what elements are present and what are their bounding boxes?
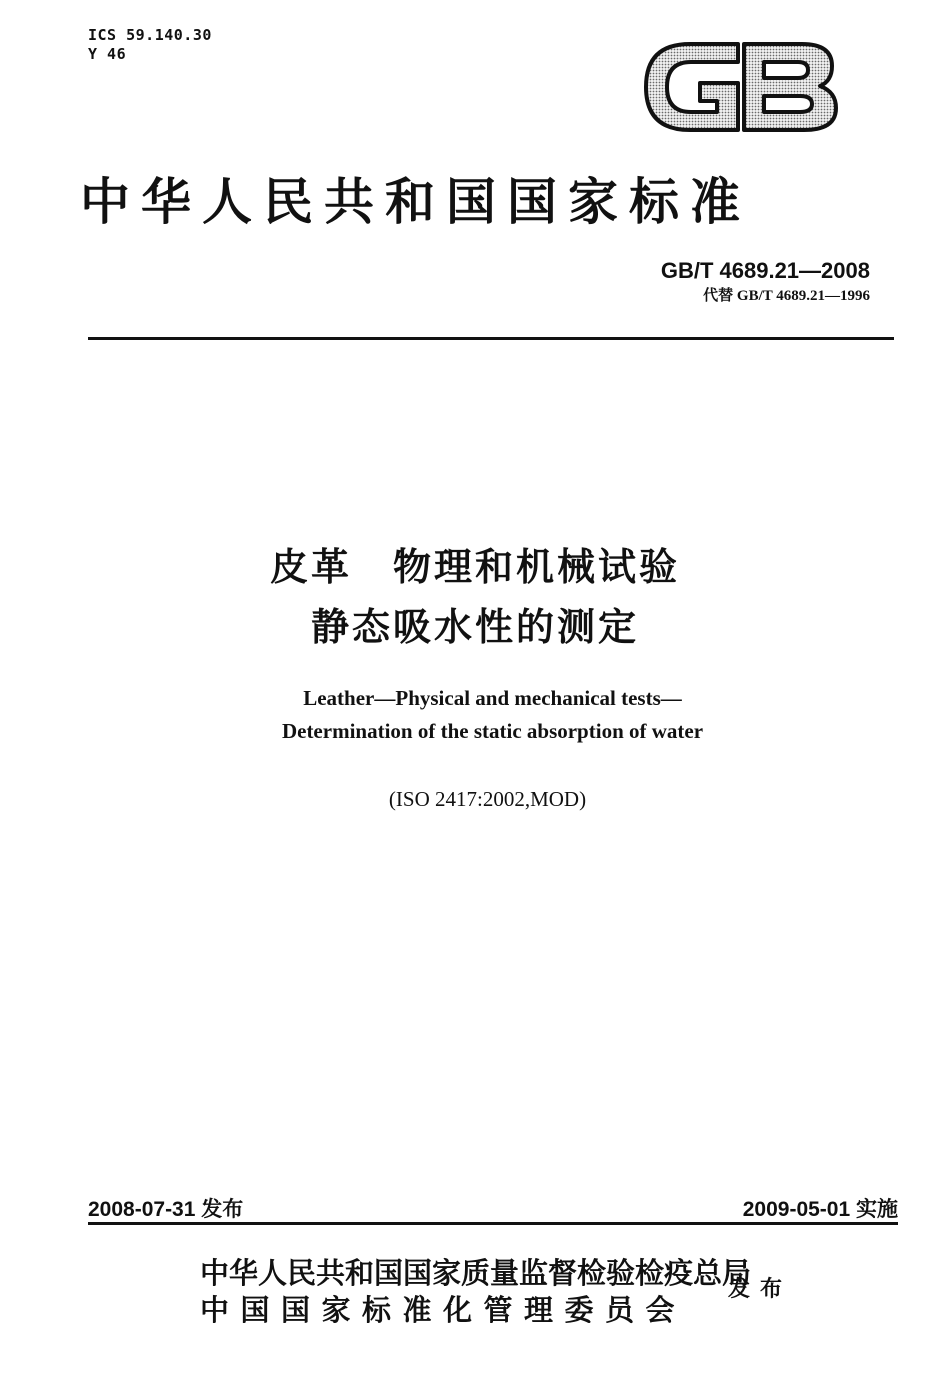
- publish-label: 发布: [728, 1276, 793, 1302]
- issuer-line-2: 中国国家标准化管理委员会: [200, 1293, 687, 1327]
- ics-code: ICS 59.140.30: [88, 26, 212, 44]
- standard-code: GB/T 4689.21—2008: [660, 258, 870, 283]
- gb-logo: [640, 36, 840, 138]
- replaced-standard: 代替 GB/T 4689.21—1996: [703, 288, 870, 304]
- national-standard-title: 中华人民共和国国家标准: [80, 172, 751, 231]
- header-divider: [88, 337, 894, 340]
- issuer-line-1: 中华人民共和国国家质量监督检验检疫总局: [200, 1256, 752, 1290]
- gb-logo-icon: [640, 36, 840, 138]
- footer-divider: [88, 1222, 898, 1225]
- chinese-title-line-2: 静态吸水性的测定: [310, 605, 639, 649]
- issue-date: 2008-07-31 发布: [88, 1198, 244, 1221]
- chinese-title-line-1: 皮革 物理和机械试验: [269, 545, 680, 589]
- english-title-line-1: Leather—Physical and mechanical tests—: [303, 686, 682, 710]
- implementation-date: 2009-05-01 实施: [742, 1198, 898, 1221]
- iso-reference: (ISO 2417:2002,MOD): [388, 787, 587, 811]
- classification-codes: [88, 26, 212, 64]
- english-title-line-2: Determination of the static absorption of water: [281, 719, 704, 743]
- ccs-code: Y 46: [88, 45, 127, 63]
